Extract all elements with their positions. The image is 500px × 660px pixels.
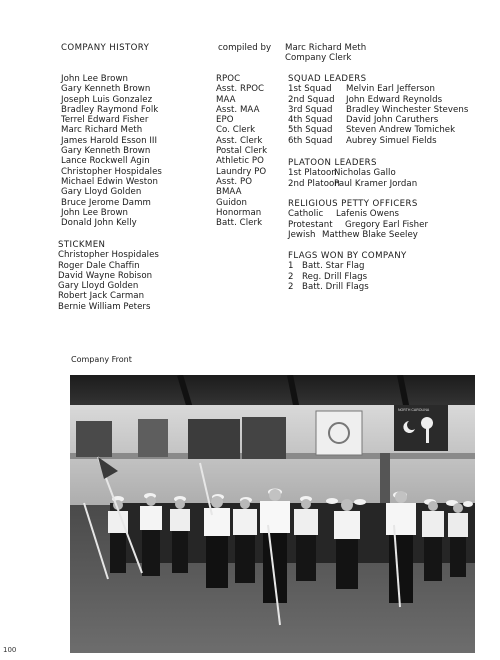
petty-officer-title: BMAA xyxy=(216,187,242,198)
recruit-figure xyxy=(204,496,230,588)
faith-label: Protestant xyxy=(288,219,333,230)
platoon-leader-row xyxy=(288,168,417,178)
squad-leader-row xyxy=(288,115,468,125)
stickmen-section xyxy=(58,240,159,312)
banner xyxy=(242,417,286,459)
platoon-leader-name: Nicholas Gallo xyxy=(334,168,396,179)
petty-officer-name: Lance Rockwell Agin xyxy=(61,156,150,167)
religious-po-section xyxy=(288,199,428,240)
flags-won-section xyxy=(288,251,407,292)
petty-officer-name: Michael Edwin Weston xyxy=(61,176,158,187)
banner xyxy=(138,419,168,457)
squad-label: 3rd Squad xyxy=(288,104,333,115)
petty-officer-title: Co. Clerk xyxy=(216,125,256,136)
squad-leader-name: David John Caruthers xyxy=(346,115,439,126)
petty-officer-title: Asst. RPOC xyxy=(216,84,265,95)
platoon-label: 1st Platoon xyxy=(288,168,337,179)
squad-leader-row xyxy=(288,136,468,146)
petty-officer-name: Gary Kenneth Brown xyxy=(61,84,151,95)
petty-officer-name: James Harold Esson III xyxy=(61,135,158,146)
flag-name: Batt. Drill Flags xyxy=(302,281,369,292)
platoon-leader-name: Paul Kramer Jordan xyxy=(334,178,418,189)
flag-count: 2 xyxy=(288,281,294,292)
stickman-name: Robert Jack Carman xyxy=(58,291,145,302)
flag-row xyxy=(288,261,407,271)
squad-leader-name: Steven Andrew Tomichek xyxy=(346,125,456,136)
platoon-label: 2nd Platoon xyxy=(288,178,340,189)
petty-officer-names xyxy=(61,74,162,228)
platoon-leader-row xyxy=(288,179,417,189)
petty-officer-name: John Lee Brown xyxy=(61,74,129,84)
petty-officer-title: Asst. MAA xyxy=(216,104,260,115)
stickman-name: Bernie William Peters xyxy=(58,301,151,312)
recruit-figure xyxy=(448,503,468,577)
recruit-figure xyxy=(294,499,318,581)
petty-officer-title: RPOC xyxy=(216,74,241,84)
religious-po-name: Matthew Blake Seeley xyxy=(322,229,418,240)
page-number: 100 xyxy=(3,646,17,654)
stickman-name: David Wayne Robison xyxy=(58,270,153,281)
petty-officer-name: Bradley Raymond Folk xyxy=(61,104,159,115)
religious-po-name: Lafenis Owens xyxy=(336,209,400,220)
squad-leader-row xyxy=(288,105,468,115)
stickman-name: Roger Dale Chaffin xyxy=(58,260,140,271)
petty-officer-title: Batt. Clerk xyxy=(216,218,263,229)
stickman-name: Gary Lloyd Golden xyxy=(58,281,139,292)
squad-leader-row xyxy=(288,95,468,105)
faith-label: Catholic xyxy=(288,209,324,220)
compiled-by-label: compiled by xyxy=(218,43,272,53)
squad-label: 5th Squad xyxy=(288,125,333,136)
petty-officer-title: Athletic PO xyxy=(216,156,264,167)
guidon-banner xyxy=(380,453,390,503)
squad-leader-row xyxy=(288,125,468,135)
petty-officer-name: Terrel Edward Fisher xyxy=(61,115,149,126)
religious-po-row xyxy=(288,230,428,240)
flag-row xyxy=(288,272,407,282)
faith-label: Jewish xyxy=(288,229,316,240)
state-flag-label: NORTH CAROLINA xyxy=(398,408,430,412)
petty-officer-name: Gary Lloyd Golden xyxy=(61,187,142,198)
compiled-by-role: Company Clerk xyxy=(285,53,352,63)
company-history-heading: COMPANY HISTORY xyxy=(61,43,150,53)
squad-leader-name: Melvin Earl Jefferson xyxy=(346,84,436,95)
recruit-figure xyxy=(334,499,360,589)
petty-officer-name: Marc Richard Meth xyxy=(61,125,143,136)
banner xyxy=(188,419,240,459)
recruit-figure xyxy=(386,491,416,603)
religious-po-heading: RELIGIOUS PETTY OFFICERS xyxy=(288,199,418,209)
photo-caption: Company Front xyxy=(71,355,132,364)
petty-officer-title: Asst. PO xyxy=(216,176,253,187)
recruit-figure xyxy=(140,496,162,576)
banner xyxy=(76,421,112,457)
petty-officer-title: Asst. Clerk xyxy=(216,135,263,146)
squad-leaders-heading: SQUAD LEADERS xyxy=(288,74,367,84)
petty-officer-name: John Lee Brown xyxy=(61,207,129,218)
petty-officer-title: Guidon xyxy=(216,197,247,208)
banner xyxy=(316,411,362,455)
squad-leaders-section xyxy=(288,74,468,146)
recruit-figure xyxy=(422,501,444,581)
stickman-name: Christopher Hospidales xyxy=(58,250,159,261)
platoon-leaders-section xyxy=(288,158,417,189)
flag-name: Batt. Star Flag xyxy=(302,261,365,272)
squad-label: 1st Squad xyxy=(288,84,332,95)
petty-officer-name: Christopher Hospidales xyxy=(61,166,162,177)
squad-label: 4th Squad xyxy=(288,115,333,126)
stickmen-heading: STICKMEN xyxy=(58,240,106,250)
religious-po-name: Gregory Earl Fisher xyxy=(345,219,429,230)
flag-row xyxy=(288,282,407,292)
petty-officer-name: Gary Kenneth Brown xyxy=(61,146,151,157)
palmetto-icon xyxy=(421,417,433,429)
recruit-figure xyxy=(170,499,190,573)
flags-won-heading: FLAGS WON BY COMPANY xyxy=(288,251,407,261)
photo-scene xyxy=(70,375,475,653)
petty-officer-name: Joseph Luis Gonzalez xyxy=(61,94,153,105)
company-front-photo xyxy=(70,375,475,653)
petty-officer-title: EPO xyxy=(216,115,234,126)
squad-leader-name: John Edward Reynolds xyxy=(346,94,443,105)
compiled-by-name: Marc Richard Meth xyxy=(285,43,367,53)
petty-officer-name: Donald John Kelly xyxy=(61,218,137,229)
petty-officer-titles xyxy=(216,74,267,228)
flag-count: 2 xyxy=(288,271,294,282)
petty-officer-title: Laundry PO xyxy=(216,166,267,177)
recruit-figure xyxy=(233,499,257,583)
squad-leader-name: Bradley Winchester Stevens xyxy=(346,104,469,115)
squad-leader-name: Aubrey Simuel Fields xyxy=(346,135,437,146)
recruit-ranks xyxy=(110,503,475,563)
squad-leader-row xyxy=(288,84,468,94)
petty-officer-name: Bruce Jerome Damm xyxy=(61,197,151,208)
platoon-leaders-heading: PLATOON LEADERS xyxy=(288,158,377,168)
petty-officer-title: Postal Clerk xyxy=(216,146,268,157)
religious-po-row xyxy=(288,209,428,219)
squad-label: 2nd Squad xyxy=(288,94,335,105)
squad-label: 6th Squad xyxy=(288,135,333,146)
flag-count: 1 xyxy=(288,261,294,272)
petty-officer-title: MAA xyxy=(216,94,236,105)
religious-po-row xyxy=(288,220,428,230)
petty-officer-title: Honorman xyxy=(216,207,262,218)
flag-name: Reg. Drill Flags xyxy=(302,271,368,282)
